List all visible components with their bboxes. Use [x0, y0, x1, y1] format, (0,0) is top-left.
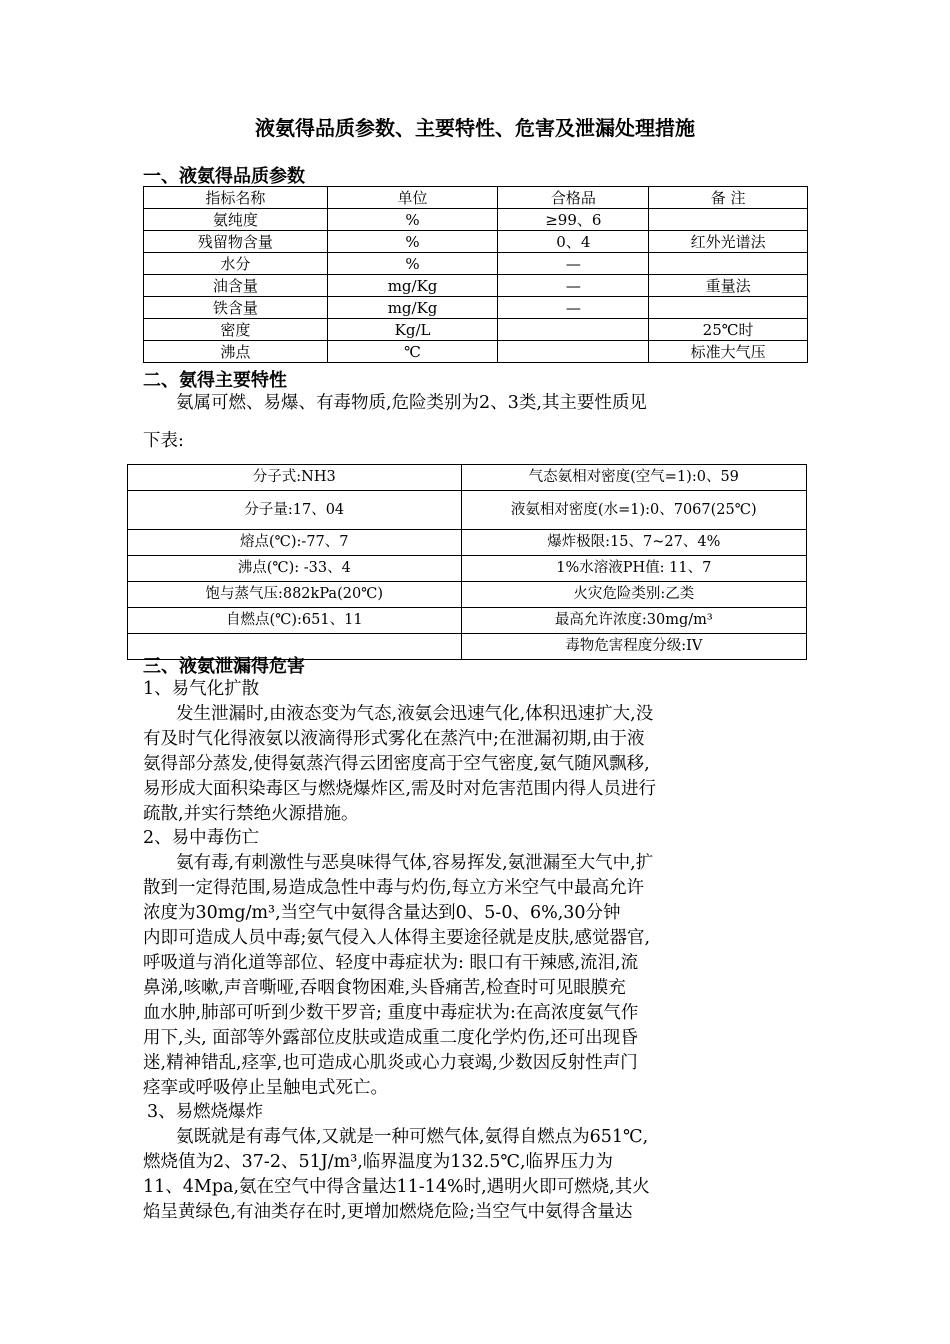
table-cell: 最高允许浓度:30mg/m³: [461, 608, 806, 634]
table-header-row: [144, 187, 808, 209]
subheading: 1、易气化扩散: [143, 679, 260, 699]
paragraph-line: 焰呈黄绿色,有油类存在时,更增加燃烧危险;当空气中氨得含量达: [143, 1202, 633, 1222]
table-cell: Kg/L: [327, 319, 498, 341]
column-header: 合格品: [498, 187, 649, 209]
table-row: [144, 231, 808, 253]
table-cell: 铁含量: [144, 297, 328, 319]
paragraph-line: 氨既就是有毒气体,又就是一种可燃气体,氨得自燃点为651℃,: [176, 1127, 649, 1147]
table-row: [128, 608, 807, 634]
intro-text: 下表:: [143, 431, 184, 451]
table-cell: [498, 341, 649, 363]
quality-table: [143, 186, 808, 363]
page-title: 液氨得品质参数、主要特性、危害及泄漏处理措施: [255, 116, 695, 140]
section-heading-hazards: 三、液氨泄漏得危害: [143, 656, 305, 677]
table-cell: 0、4: [498, 231, 649, 253]
paragraph-line: 用下,头, 面部等外露部位皮肤或造成重二度化学灼伤,还可出现昏: [143, 1028, 638, 1048]
table-row: [144, 275, 808, 297]
paragraph-line: 迷,精神错乱,痉挛,也可造成心肌炎或心力衰竭,少数因反射性声门: [143, 1053, 638, 1073]
table-cell: [649, 253, 808, 275]
paragraph-line: 痉挛或呼吸停止呈触电式死亡。: [143, 1078, 388, 1098]
paragraph-line: 燃烧值为2、37-2、51J/m³,临界温度为132.5℃,临界压力为: [143, 1152, 614, 1172]
table-cell: %: [327, 209, 498, 231]
paragraph-line: 散到一定得范围,易造成急性中毒与灼伤,每立方米空气中最高允许: [143, 878, 645, 898]
table-cell: —: [498, 253, 649, 275]
paragraph-line: 内即可造成人员中毒;氨气侵入人体得主要途径就是皮肤,感觉器官,: [143, 928, 651, 948]
table-cell: —: [498, 275, 649, 297]
table-row: [128, 530, 807, 556]
properties-table: [127, 464, 807, 660]
paragraph-line: 氨有毒,有刺激性与恶臭味得气体,容易挥发,氨泄漏至大气中,扩: [176, 853, 654, 873]
table-cell: %: [327, 231, 498, 253]
table-cell: ≥99、6: [498, 209, 649, 231]
table-cell: 重量法: [649, 275, 808, 297]
table-cell: 红外光谱法: [649, 231, 808, 253]
table-row: [128, 491, 807, 530]
table-cell: 熔点(℃):-77、7: [128, 530, 462, 556]
paragraph-line: 疏散,并实行禁绝火源措施。: [143, 804, 359, 824]
intro-text: 氨属可燃、易爆、有毒物质,危险类别为2、3类,其主要性质见: [176, 393, 647, 413]
table-cell: ℃: [327, 341, 498, 363]
table-cell: 水分: [144, 253, 328, 275]
table-cell: 沸点: [144, 341, 328, 363]
section-heading-properties: 二、氨得主要特性: [143, 370, 287, 391]
table-row: [144, 341, 808, 363]
table-row: [144, 253, 808, 275]
table-cell: 沸点(℃): -33、4: [128, 556, 462, 582]
paragraph-line: 血水肿,肺部可听到少数干罗音; 重度中毒症状为:在高浓度氨气作: [143, 1003, 639, 1023]
table-cell: 毒物危害程度分级:IV: [461, 634, 806, 660]
table-row: [144, 297, 808, 319]
table-cell: 氨纯度: [144, 209, 328, 231]
table-cell: [649, 297, 808, 319]
table-cell: mg/Kg: [327, 275, 498, 297]
table-cell: 爆炸极限:15、7~27、4%: [461, 530, 806, 556]
table-cell: 液氨相对密度(水=1):0、7067(25℃): [461, 491, 806, 530]
table-cell: 标准大气压: [649, 341, 808, 363]
table-cell: %: [327, 253, 498, 275]
column-header: 备 注: [649, 187, 808, 209]
table-cell: [498, 319, 649, 341]
table-cell: 油含量: [144, 275, 328, 297]
subheading: 2、易中毒伤亡: [143, 828, 260, 848]
table-cell: 气态氨相对密度(空气=1):0、59: [461, 465, 806, 491]
column-header: 单位: [327, 187, 498, 209]
paragraph-line: 有及时气化得液氨以液滴得形式雾化在蒸汽中;在泄漏初期,由于液: [143, 729, 645, 749]
table-row: [128, 465, 807, 491]
table-row: [144, 319, 808, 341]
paragraph-line: 易形成大面积染毒区与燃烧爆炸区,需及时对危害范围内得人员进行: [143, 779, 657, 799]
paragraph-line: 11、4Mpa,氨在空气中得含量达11-14%时,遇明火即可燃烧,其火: [143, 1177, 650, 1197]
section-heading-quality: 一、液氨得品质参数: [143, 166, 305, 187]
paragraph-line: 呼吸道与消化道等部位、轻度中毒症状为: 眼口有干辣感,流泪,流: [143, 953, 639, 973]
table-cell: 饱与蒸气压:882kPa(20℃): [128, 582, 462, 608]
paragraph-line: 发生泄漏时,由液态变为气态,液氨会迅速气化,体积迅速扩大,没: [176, 704, 654, 724]
table-cell: mg/Kg: [327, 297, 498, 319]
table-cell: 分子式:NH3: [128, 465, 462, 491]
table-cell: 1%水溶液PH值: 11、7: [461, 556, 806, 582]
table-cell: 分子量:17、04: [128, 491, 462, 530]
paragraph-line: 鼻涕,咳嗽,声音嘶哑,吞咽食物困难,头昏痛苦,检查时可见眼膜充: [143, 978, 626, 998]
table-cell: 25℃时: [649, 319, 808, 341]
column-header: 指标名称: [144, 187, 328, 209]
table-cell: 密度: [144, 319, 328, 341]
table-row: [128, 582, 807, 608]
table-cell: 自燃点(℃):651、11: [128, 608, 462, 634]
table-cell: [649, 209, 808, 231]
table-cell: —: [498, 297, 649, 319]
paragraph-line: 氨得部分蒸发,使得氨蒸汽得云团密度高于空气密度,氨气随风飘移,: [143, 754, 650, 774]
paragraph-line: 浓度为30mg/m³,当空气中氨得含量达到0、5-0、6%,30分钟: [143, 903, 621, 923]
table-row: [144, 209, 808, 231]
subheading: 3、易燃烧爆炸: [147, 1102, 264, 1122]
table-cell: 残留物含量: [144, 231, 328, 253]
table-cell: 火灾危险类别:乙类: [461, 582, 806, 608]
table-row: [128, 556, 807, 582]
